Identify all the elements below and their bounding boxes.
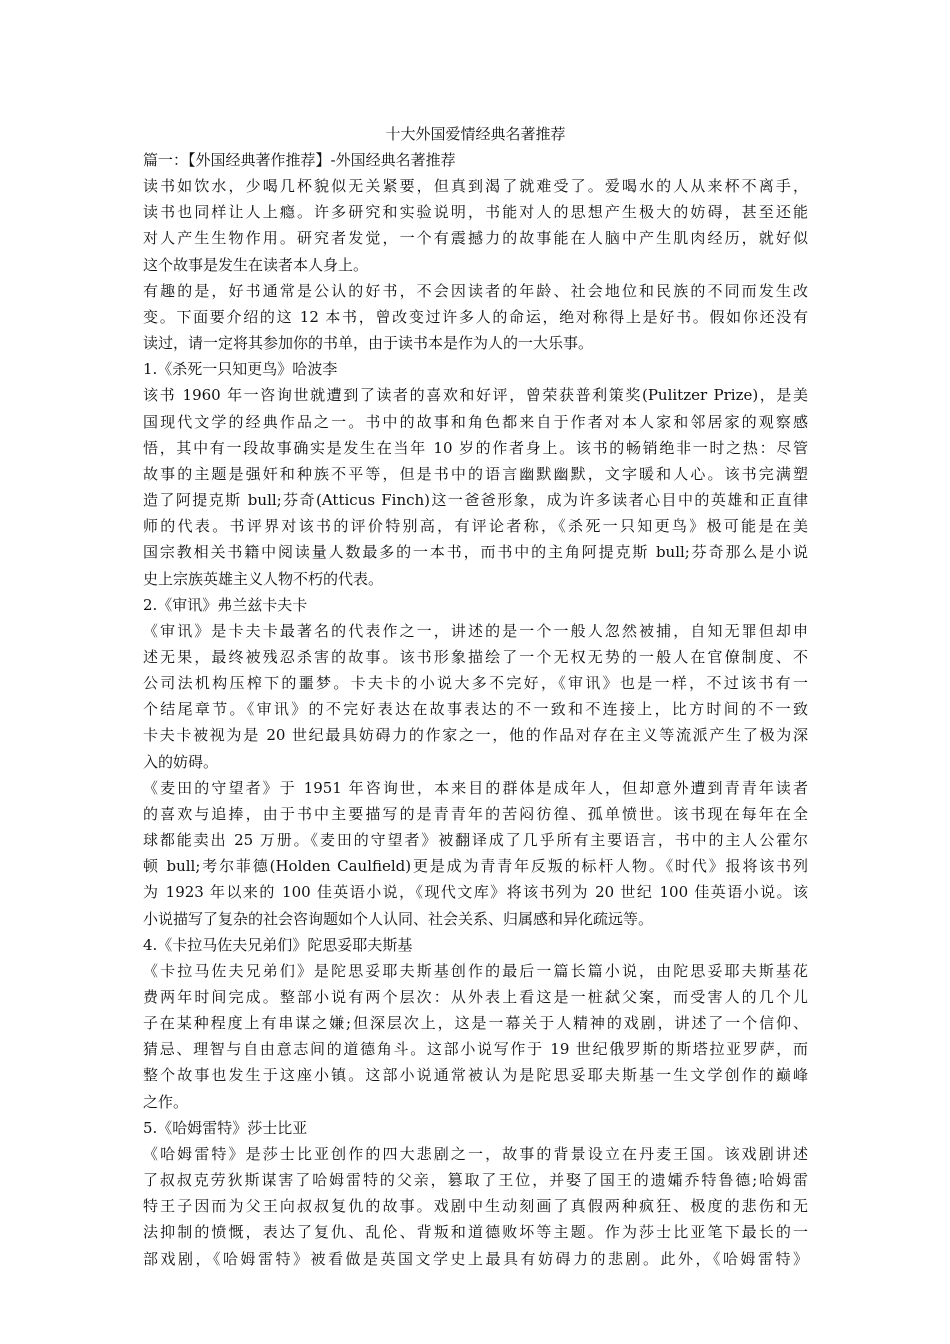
text-line: 国现代文学的经典作品之一。书中的故事和角色都来自于作者对本人家和邻居家的观察感 — [143, 412, 808, 431]
text-line: 读书如饮水，少喝几杯貌似无关紧要，但真到渴了就难受了。爱喝水的人从来杯不离手， — [143, 177, 808, 196]
text-line: 《哈姆雷特》是莎士比亚创作的四大悲剧之一，故事的背景设立在丹麦王国。该戏剧讲述 — [143, 1144, 808, 1163]
text-line: 该书 1960 年一咨询世就遭到了读者的喜欢和好评，曾荣获普利策奖(Pulitzer Prize)，是美 — [143, 386, 808, 405]
text-line: 篇一：【外国经典著作推荐】-外国经典名著推荐 — [143, 151, 456, 169]
text-line: 小说描写了复杂的社会咨询题如个人认同、社会关系、归属感和异化疏远等。 — [143, 909, 654, 928]
text-line: 变。下面要介绍的这 12 本书，曾改变过许多人的命运，绝对称得上是好书。假如你还没有 — [143, 307, 808, 326]
text-line: 2.《审讯》弗兰兹卡夫卡 — [143, 595, 308, 614]
text-line: 悟，其中有一段故事确实是发生在当年 10 岁的作者身上。该书的畅销绝非一时之热：尽管 — [143, 438, 808, 457]
text-line: 之作。 — [143, 1092, 189, 1111]
text-line: 《麦田的守望者》于 1951 年咨询世，本来目的群体是成年人，但却意外遭到青青年读者 — [143, 778, 808, 797]
text-line: 顿 bull;考尔菲德(Holden Caulfield)更是成为青青年反叛的标杆人物。《时代》报将该书列 — [143, 857, 808, 876]
document-title: 十大外国爱情经典名著推荐 — [385, 125, 566, 143]
text-line: 1.《杀死一只知更鸟》哈波李 — [143, 360, 338, 379]
text-line: 故事的主题是强奸和种族不平等，但是书中的语言幽默幽默，文字暖和人心。该书完满塑 — [143, 464, 808, 483]
document-body — [143, 147, 808, 1272]
text-line: 特王子因而为父王向叔叔复仇的故事。戏剧中生动刻画了真假两种疯狂、极度的悲伤和无 — [143, 1197, 808, 1216]
text-line: 法抑制的愤慨，表达了复仇、乱伦、背叛和道德败坏等主题。作为莎士比亚笔下最长的一 — [143, 1223, 808, 1242]
text-line: 读过，请一定将其参加你的书单，由于读书本是作为人的一大乐事。 — [143, 334, 594, 353]
text-line: 部戏剧，《哈姆雷特》被看做是英国文学史上最具有妨碍力的悲剧。此外，《哈姆雷特》 — [143, 1249, 808, 1268]
text-line: 个结尾章节。《审讯》的不完好表达在故事表达的不一致和不连接上，比方时间的不一致 — [143, 700, 808, 719]
text-line: 的喜欢与追捧，由于书中主要描写的是青青年的苦闷彷徨、孤单愤世。该书现在每年在全 — [143, 804, 808, 823]
text-line: 公司法机构压榨下的噩梦。卡夫卡的小说大多不完好，《审讯》也是一样，不过该书有一 — [143, 674, 808, 693]
document-page — [143, 121, 808, 1272]
text-line: 了叔叔克劳狄斯谋害了哈姆雷特的父亲，篡取了王位，并娶了国王的遗孀乔特鲁德;哈姆雷 — [143, 1171, 808, 1190]
text-line: 造了阿提克斯 bull;芬奇(Atticus Finch)这一爸爸形象，成为许多读者心目中的英雄和正直律 — [143, 491, 808, 510]
text-line: 史上宗族英雄主义人物不朽的代表。 — [143, 569, 384, 588]
text-line: 卡夫卡被视为是 20 世纪最具妨碍力的作家之一，他的作品对存在主义等流派产生了极为深 — [143, 726, 808, 745]
text-line: 子在某种程度上有串谋之嫌;但深层次上，这是一幕关于人精神的戏剧，讲述了一个信仰、 — [143, 1014, 808, 1033]
text-line: 师的代表。书评界对该书的评价特别高，有评论者称，《杀死一只知更鸟》极可能是在美 — [143, 517, 808, 536]
text-line: 入的妨碍。 — [143, 752, 219, 771]
text-line: 球都能卖出 25 万册。《麦田的守望者》被翻译成了几乎所有主要语言，书中的主人公霍尔 — [143, 831, 808, 850]
text-line: 费两年时间完成。整部小说有两个层次：从外表上看这是一桩弑父案，而受害人的几个儿 — [143, 988, 808, 1006]
text-line: 述无果，最终被残忍杀害的故事。该书形象描绘了一个无权无势的一般人在官僚制度、不 — [143, 647, 808, 666]
text-line: 这个故事是发生在读者本人身上。 — [143, 255, 369, 274]
text-line: 5.《哈姆雷特》莎士比亚 — [143, 1118, 308, 1137]
text-line: 读书也同样让人上瘾。许多研究和实验说明，书能对人的思想产生极大的妨碍，甚至还能 — [143, 203, 808, 222]
text-line: 为 1923 年以来的 100 佳英语小说，《现代文库》将该书列为 20 世纪 100 佳英语小说。该 — [143, 883, 808, 902]
text-line: 《卡拉马佐夫兄弟们》是陀思妥耶夫斯基创作的最后一篇长篇小说，由陀思妥耶夫斯基花 — [143, 961, 808, 980]
text-line: 对人产生生物作用。研究者发觉，一个有震撼力的故事能在人脑中产生肌肉经历，就好似 — [143, 229, 808, 248]
text-line: 国宗教相关书籍中阅读量人数最多的一本书，而书中的主角阿提克斯 bull;芬奇那么是小说 — [143, 543, 808, 562]
text-line: 猜忌、理智与自由意志间的道德角斗。这部小说写作于 19 世纪俄罗斯的斯塔拉亚罗萨，而 — [143, 1040, 808, 1059]
text-line: 有趣的是，好书通常是公认的好书，不会因读者的年龄、社会地位和民族的不同而发生改 — [143, 281, 808, 300]
text-line: 4.《卡拉马佐夫兄弟们》陀思妥耶夫斯基 — [143, 935, 413, 954]
text-line: 《审讯》是卡夫卡最著名的代表作之一，讲述的是一个一般人忽然被捕，自知无罪但却申 — [143, 621, 808, 640]
text-line: 整个故事也发生于这座小镇。这部小说通常被认为是陀思妥耶夫斯基一生文学创作的巅峰 — [143, 1066, 808, 1085]
